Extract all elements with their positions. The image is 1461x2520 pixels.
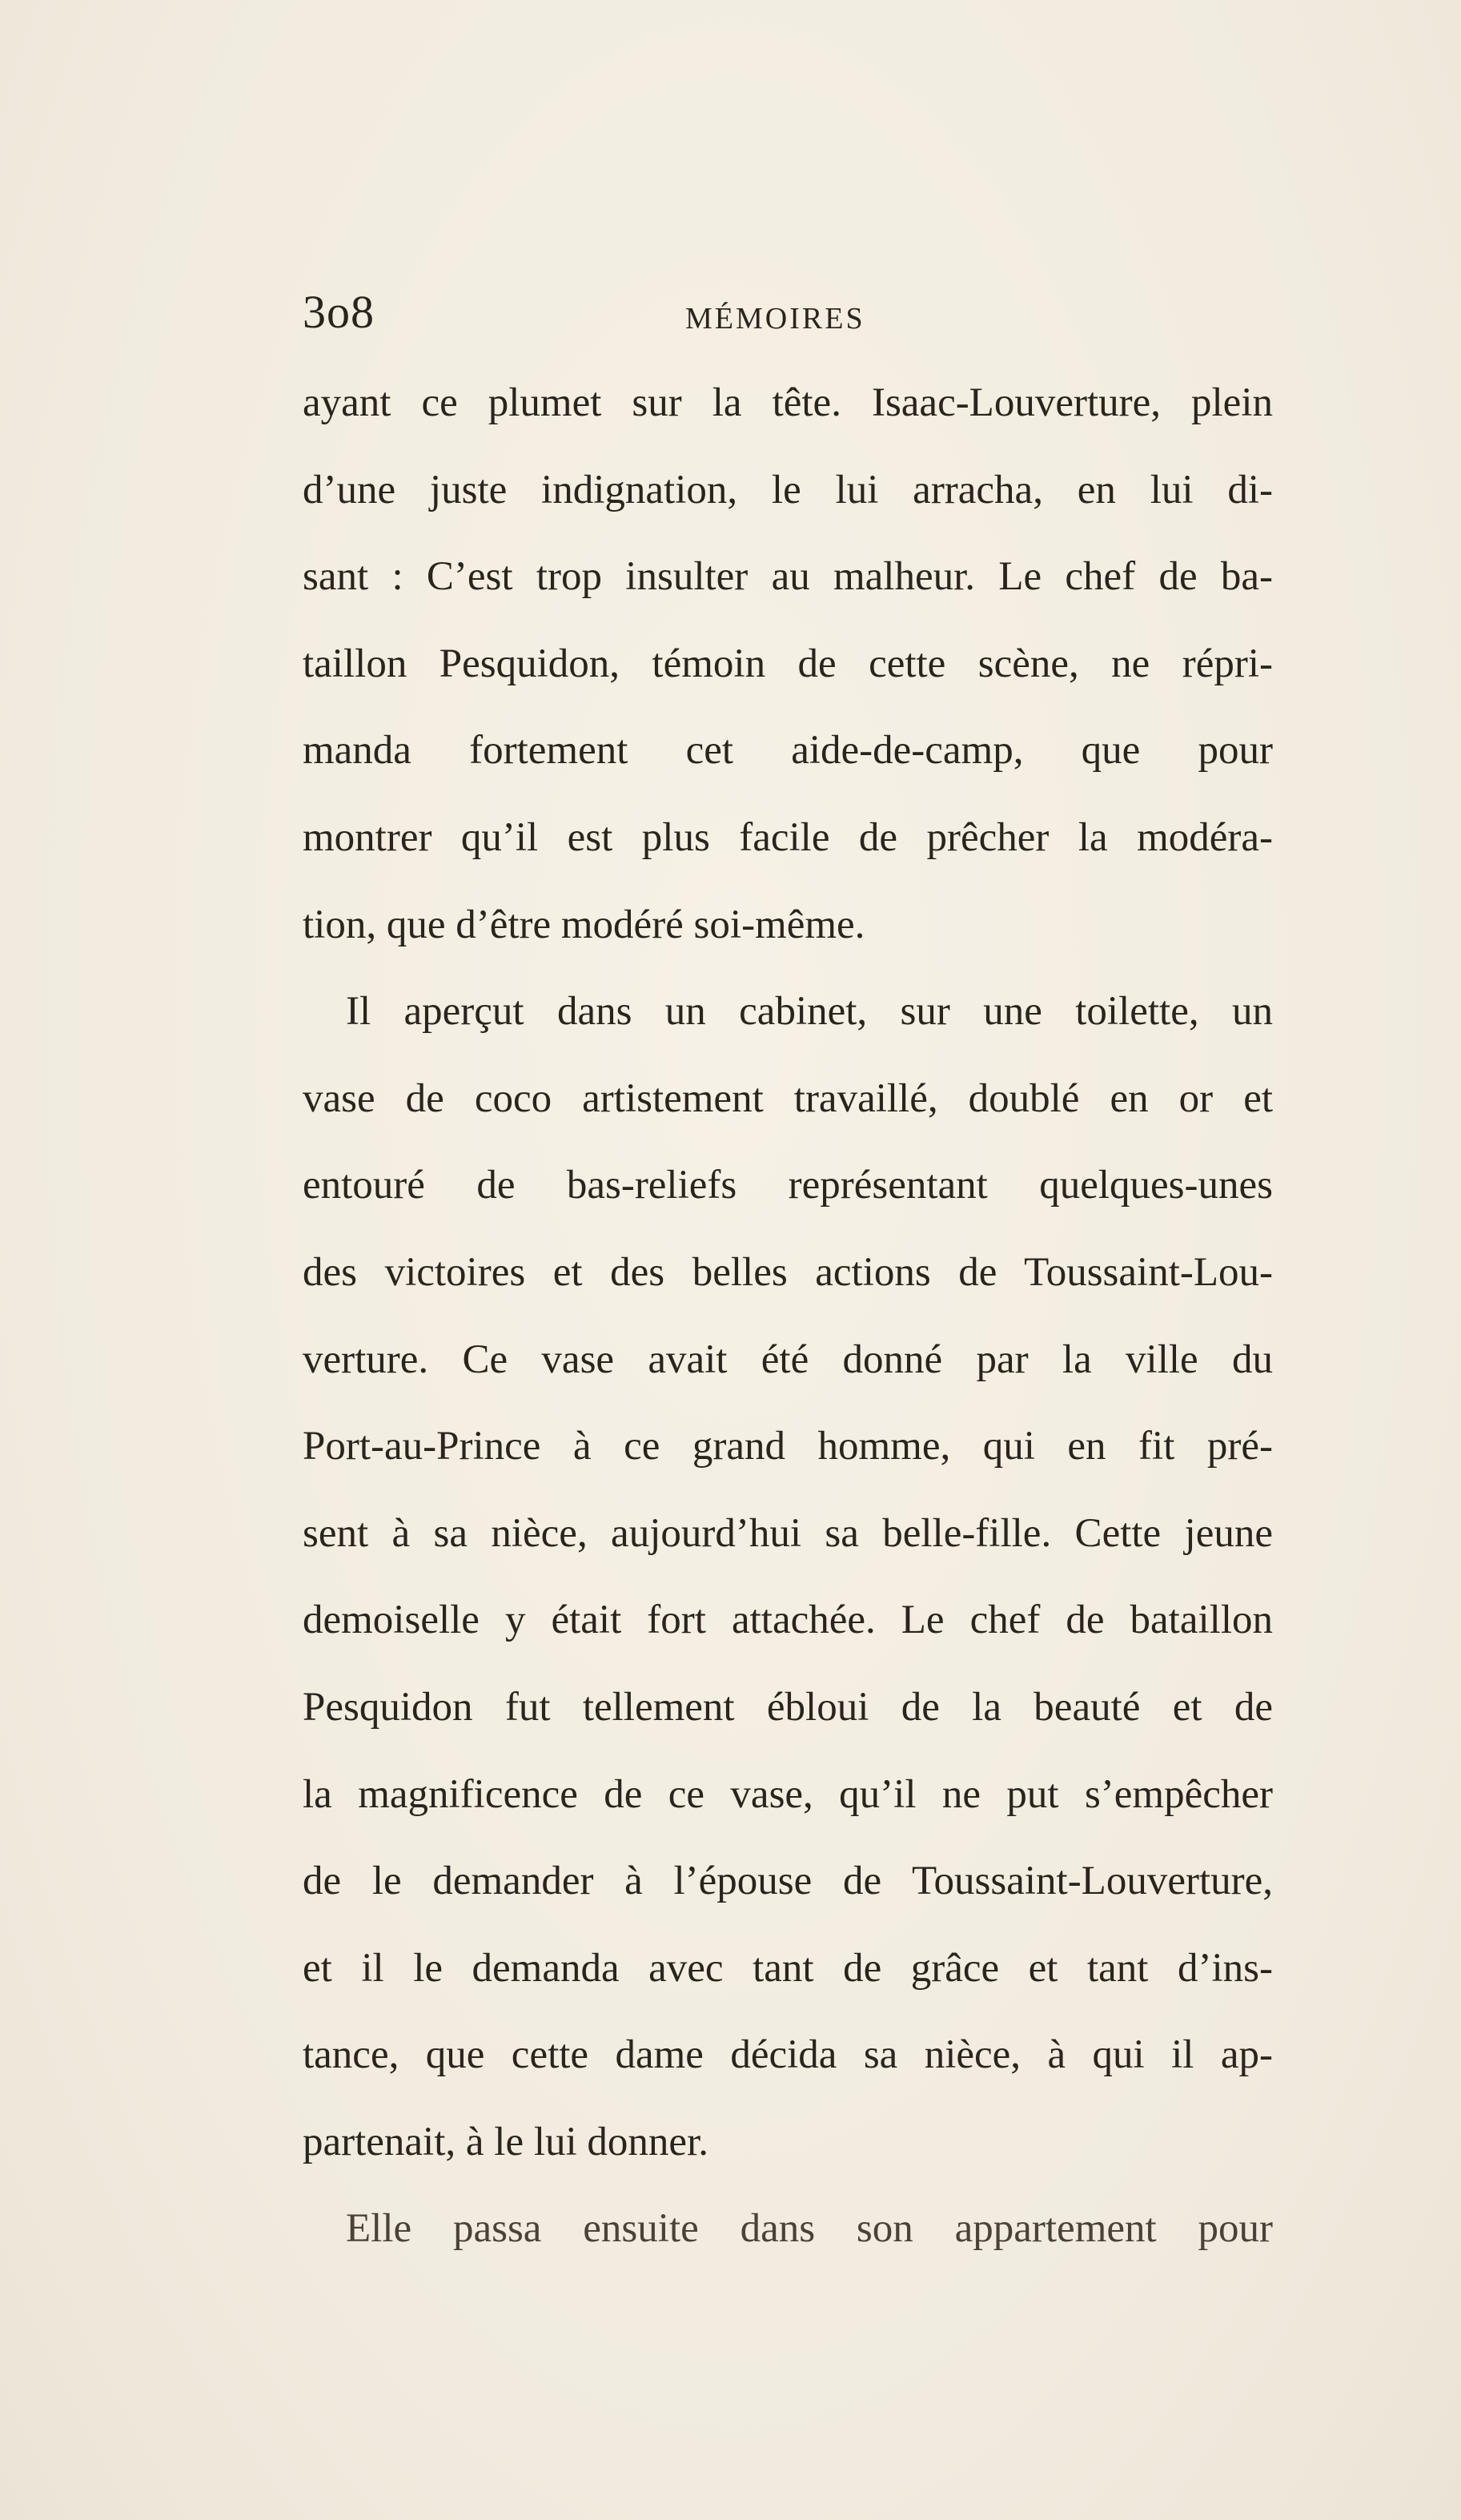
paragraph-end-line: partenait, à le lui donner. — [303, 2119, 708, 2164]
body-text — [303, 367, 1273, 2280]
page-number: 3o8 — [303, 286, 375, 338]
text-line: Port-au-Prince à ce grand homme, qui en fit pré- — [303, 1424, 1273, 1469]
text-line: de le demander à l’épouse de Toussaint-Louverture, — [303, 1859, 1273, 1904]
text-line: verture. Ce vase avait été donné par la ville du — [303, 1336, 1273, 1382]
text-line: demoiselle y était fort attachée. Le chef de bataillon — [303, 1598, 1273, 1643]
text-line: des victoires et des belles actions de Toussaint-Lou- — [303, 1249, 1273, 1295]
text-line: Pesquidon fut tellement ébloui de la beauté et de — [303, 1684, 1273, 1730]
paragraph-end-line: tion, que d’être modéré soi-même. — [303, 902, 865, 947]
text-line: manda fortement cet aide-de-camp, que pour — [303, 728, 1273, 774]
text-line: vase de coco artistement travaillé, doublé en or et — [303, 1075, 1273, 1121]
text-line: sant : C’est trop insulter au malheur. Le chef de ba- — [303, 554, 1273, 600]
paragraph-start-line: Il aperçut dans un cabinet, sur une toilette, un — [346, 989, 1273, 1035]
text-line: d’une juste indignation, le lui arracha, en lui di- — [303, 467, 1273, 512]
text-line: taillon Pesquidon, témoin de cette scène, ne répri- — [303, 641, 1273, 686]
page-header — [303, 280, 1151, 344]
text-line: tance, que cette dame décida sa nièce, à qui il ap- — [303, 2032, 1273, 2078]
running-title: MÉMOIRES — [685, 302, 865, 336]
paragraph-start-line: Elle passa ensuite dans son appartement pour — [346, 2206, 1273, 2252]
text-line: et il le demanda avec tant de grâce et tant d’ins- — [303, 1945, 1273, 1991]
text-line: la magnificence de ce vase, qu’il ne put s’empêcher — [303, 1771, 1273, 1817]
text-line: ayant ce plumet sur la tête. Isaac-Louverture, plein — [303, 380, 1273, 425]
text-line: sent à sa nièce, aujourd’hui sa belle-fille. Cette jeune — [303, 1510, 1273, 1556]
text-line: montrer qu’il est plus facile de prêcher la modéra- — [303, 814, 1273, 860]
text-line: entouré de bas-reliefs représentant quelques-unes — [303, 1163, 1273, 1208]
